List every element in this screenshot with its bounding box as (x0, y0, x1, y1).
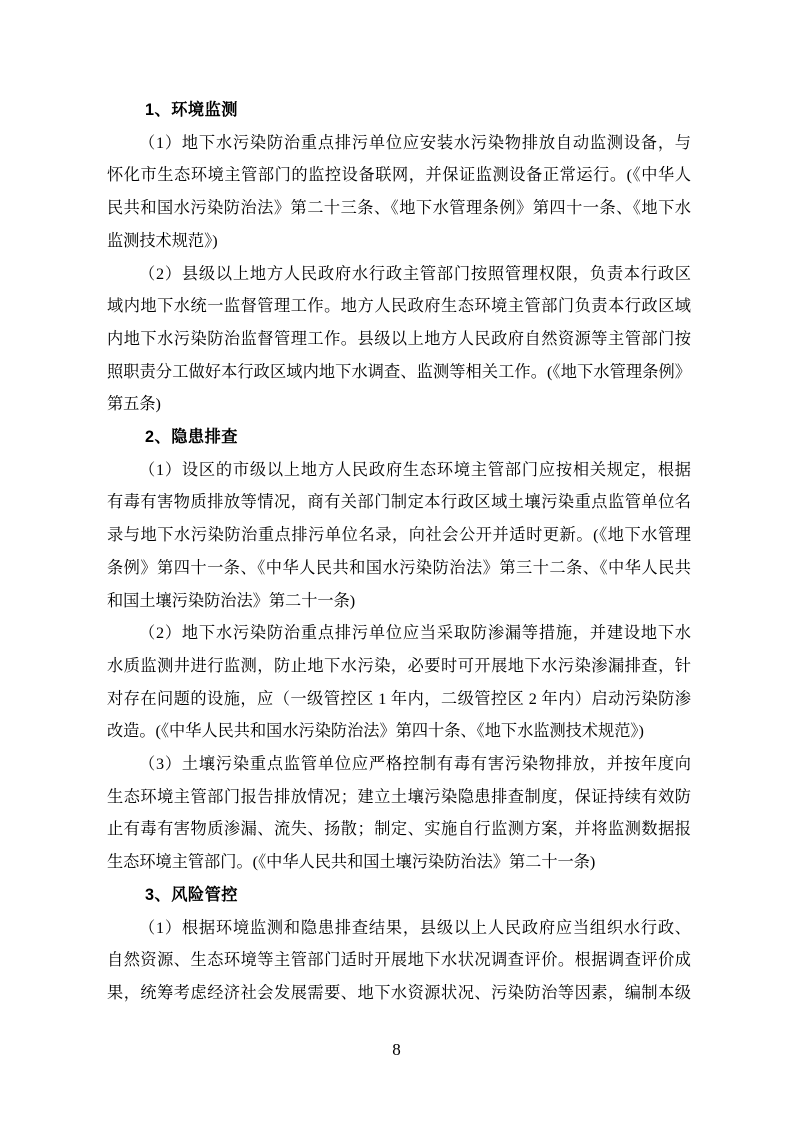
paragraph-line: 果，统筹考虑经济社会发展需要、地下水资源状况、污染防治等因素，编制本级 (107, 983, 691, 1002)
paragraph-line: 民共和国水污染防治法》第二十三条、《地下水管理条例》第四十一条、《地下水 (107, 199, 691, 218)
paragraph-line: 第五条) (107, 395, 161, 414)
paragraph-line: 生态环境主管部门。(《中华人民共和国土壤污染防治法》第二十一条) (107, 853, 596, 872)
paragraph-line: 对存在问题的设施，应（一级管控区 1 年内，二级管控区 2 年内）启动污染防渗 (107, 689, 691, 708)
paragraph-line: （1）根据环境监测和隐患排查结果，县级以上人民政府应当组织水行政、 (139, 918, 691, 937)
paragraph-line: 有毒有害物质排放等情况，商有关部门制定本行政区域土壤污染重点监管单位名 (107, 493, 691, 512)
paragraph-line: 和国土壤污染防治法》第二十一条) (107, 591, 356, 610)
paragraph-line: 止有毒有害物质渗漏、流失、扬散；制定、实施自行监测方案，并将监测数据报 (107, 820, 691, 839)
paragraph-line: 照职责分工做好本行政区域内地下水调查、监测等相关工作。(《地下水管理条例》 (107, 362, 691, 381)
section-heading: 1、环境监测 (145, 101, 238, 119)
paragraph-line: 改造。(《中华人民共和国水污染防治法》第四十条、《地下水监测技术规范》) (107, 722, 644, 741)
page-number: 8 (392, 1040, 401, 1059)
section-heading: 3、风险管控 (145, 885, 238, 904)
paragraph-line: 录与地下水污染防治重点排污单位名录，向社会公开并适时更新。(《地下水管理 (107, 526, 691, 545)
paragraph-line: 域内地下水统一监督管理工作。地方人民政府生态环境主管部门负责本行政区域 (107, 297, 691, 316)
paragraph-line: （3）土壤污染重点监管单位应严格控制有毒有害污染物排放，并按年度向 (139, 755, 691, 774)
paragraph-line: 生态环境主管部门报告排放情况；建立土壤污染隐患排查制度，保证持续有效防 (107, 787, 691, 806)
paragraph-line: 内地下水污染防治监督管理工作。县级以上地方人民政府自然资源等主管部门按 (107, 329, 691, 348)
section-heading: 2、隐患排查 (145, 428, 238, 447)
paragraph-line: 水质监测井进行监测，防止地下水污染，必要时可开展地下水污染渗漏排查，针 (107, 656, 691, 675)
paragraph-line: （1）设区的市级以上地方人民政府生态环境主管部门应按相关规定，根据 (139, 460, 691, 479)
paragraph-line: （1）地下水污染防治重点排污单位应安装水污染物排放自动监测设备，与 (139, 133, 691, 152)
paragraph-line: （2）地下水污染防治重点排污单位应当采取防渗漏等措施，并建设地下水 (139, 624, 691, 643)
paragraph-line: 怀化市生态环境主管部门的监控设备联网，并保证监测设备正常运行。(《中华人 (107, 166, 691, 185)
paragraph-line: 自然资源、生态环境等主管部门适时开展地下水状况调查评价。根据调查评价成 (107, 951, 691, 970)
document-body (107, 94, 691, 1010)
paragraph-line: （2）县级以上地方人民政府水行政主管部门按照管理权限，负责本行政区 (139, 264, 691, 283)
paragraph-line: 条例》第四十一条、《中华人民共和国水污染防治法》第三十二条、《中华人民共 (107, 558, 691, 577)
paragraph-line: 监测技术规范》) (107, 231, 218, 250)
